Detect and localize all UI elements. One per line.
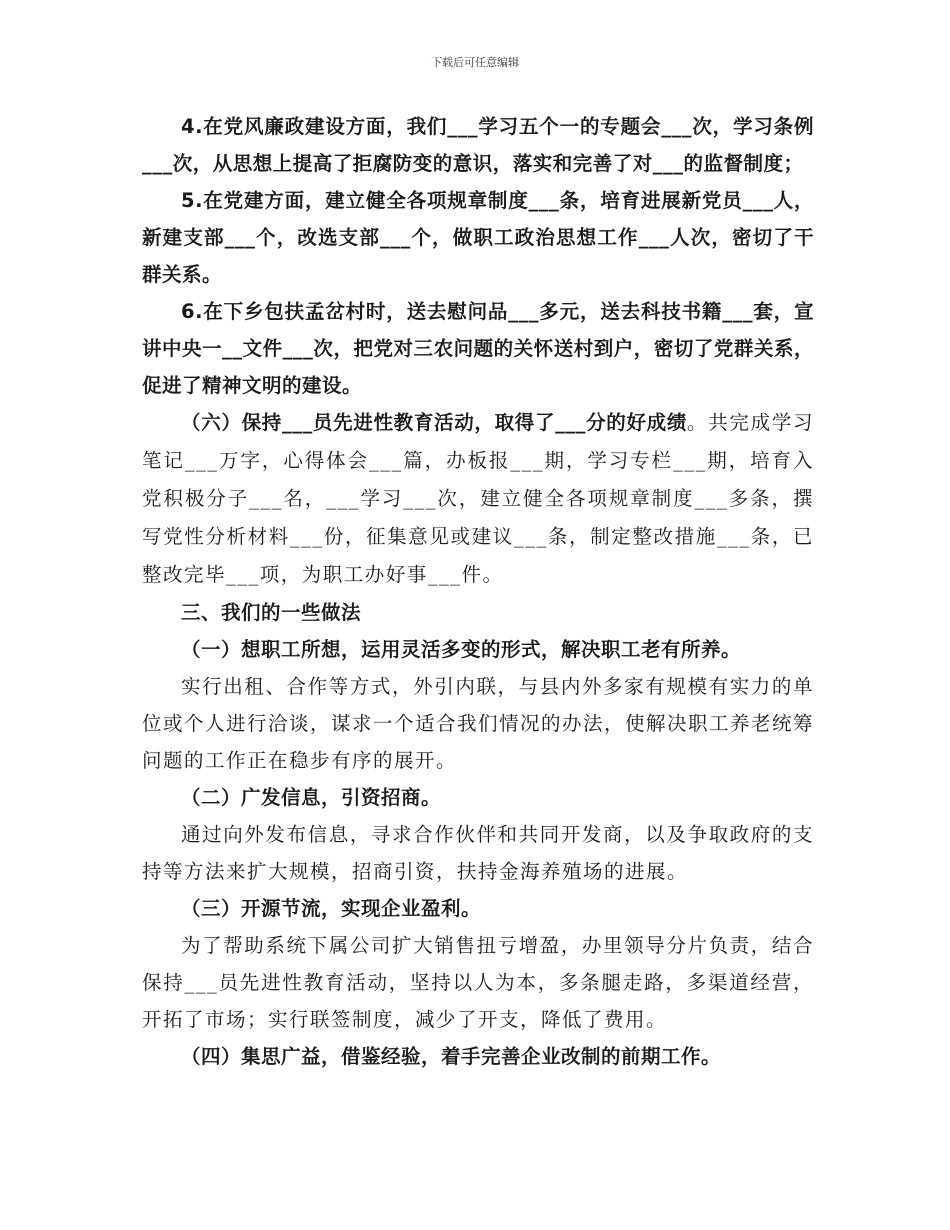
section-heading-practices: 三、我们的一些做法 [181,601,362,624]
education-activity-heading: （六）保持___员先进性教育活动，取得了___分的好成绩 [181,411,688,434]
subsection-title-2: （二）广发信息，引资招商。 [181,786,442,809]
subsection-title-3: （三）开源节流，实现企业盈利。 [181,897,482,920]
education-activity-details: 。共完成学习笔记___万字，心得体会___篇，办板报___期，学习专栏___期，培育入党积极分子___名，___学习___次，建立健全各项规章制度___多条，撰写党性分析材料___份，征集意见或建议___条，制定整改措施___条，已整改完毕___项，为职工办好事___件。 [142,411,814,586]
subsection-text-1: 实行出租、合作等方式，外引内联，与县内外多家有规模有实力的单位或个人进行洽谈，谋求一个适合我们情况的办法，使解决职工养老统筹问题的工作正在稳步有序的展开。 [142,675,815,772]
paragraph-education-activity [142,404,814,594]
subsection-title-4: （四）集思广益，借鉴经验，着手完善企业改制的前期工作。 [181,1045,722,1068]
paragraph-village-support: 6.在下乡包扶孟岔村时，送去慰问品___多元，送去科技书籍___套，宣讲中央一__文件___次，把党对三农问题的关怀送村到户，密切了党群关系，促进了精神文明的建设。 [142,300,814,397]
subsection-title-1: （一）想职工所想，运用灵活多变的形式，解决职工老有所养。 [181,638,742,661]
page-header-note: 下载后可任意编辑 [431,56,519,69]
subsection-text-3: 为了帮助系统下属公司扩大销售扭亏增盈，办里领导分片负责，结合保持___员先进性教育活动，坚持以人为本，多条腿走路，多渠道经营，开拓了市场；实行联签制度，减少了开支，降低了费用。 [142,934,814,1031]
paragraph-party-integrity: 4.在党风廉政建设方面，我们___学习五个一的专题会___次，学习条例___次，从思想上提高了拒腐防变的意识，落实和完善了对___的监督制度； [142,115,814,175]
subsection-text-2: 通过向外发布信息，寻求合作伙伴和共同开发商，以及争取政府的支持等方法来扩大规模，招商引资，扶持金海养殖场的进展。 [142,823,814,883]
document-body [142,108,814,1075]
paragraph-party-building: 5.在党建方面，建立健全各项规章制度___条，培育进展新党员___人，新建支部___个，改选支部___个，做职工政治思想工作___人次，密切了干群关系。 [142,189,814,286]
